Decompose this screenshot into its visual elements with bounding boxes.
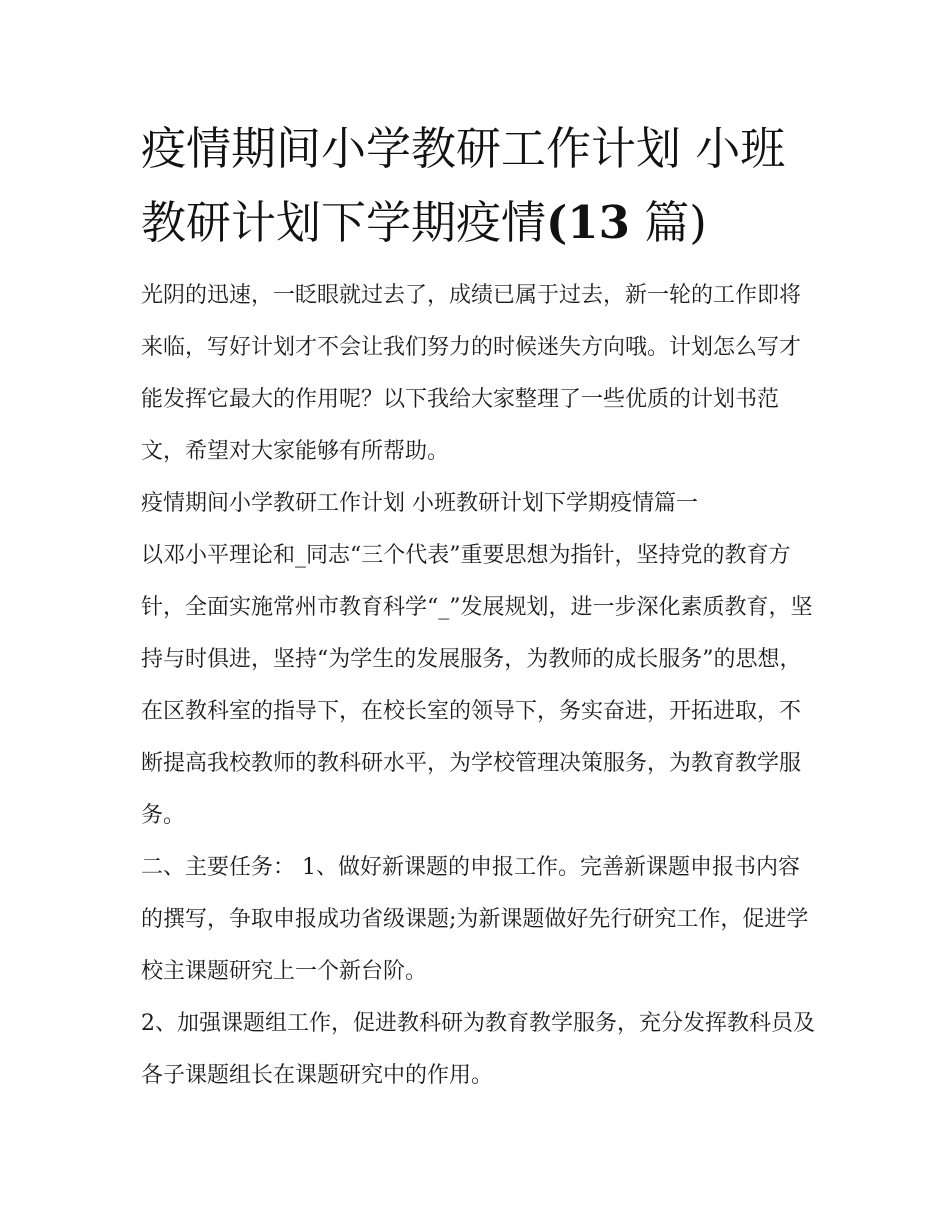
- title-text: 疫情期间小学教研工作计划 小班教研计划下学期疫情: [141, 122, 786, 249]
- task-two-paragraph: 2、加强课题组工作，促进教科研为教育教学服务，充分发挥教科员及各子课题组长在课题研究中的作用。: [141, 1011, 815, 1088]
- intro-paragraph: 光阴的迅速，一眨眼就过去了，成绩已属于过去，新一轮的工作即将来临，写好计划才不会让我们努力的时候迷失方向哦。计划怎么写才能发挥它最大的作用呢？以下我给大家整理了一些优质的计划书范文，希望对大家能够有所帮助。: [141, 283, 802, 464]
- main-tasks-paragraph: 二、主要任务： 1、做好新课题的申报工作。完善新课题申报书内容的撰写，争取申报成功省级课题;为新课题做好先行研究工作，促进学校主课题研究上一个新台阶。: [141, 855, 809, 984]
- document-body: [141, 112, 816, 1102]
- title-count: (13: [546, 196, 630, 249]
- document-title: [141, 112, 816, 260]
- section-heading: 疫情期间小学教研工作计划 小班教研计划下学期疫情篇一: [141, 491, 698, 516]
- guiding-principle-paragraph: 以邓小平理论和_同志“三个代表”重要思想为指针，坚持党的教育方针，全面实施常州市教育科学“_”发展规划，进一步深化素质教育，坚持与时俱进，坚持“为学生的发展服务，为教师的成长服务”的思想，在区教科室的指导下，在校长室的领导下，务实奋进，开拓进取，不断提高我校教师的教科研水平，为学校管理决策服务，为教育教学服务。: [141, 543, 813, 828]
- title-suffix: 篇): [629, 196, 707, 249]
